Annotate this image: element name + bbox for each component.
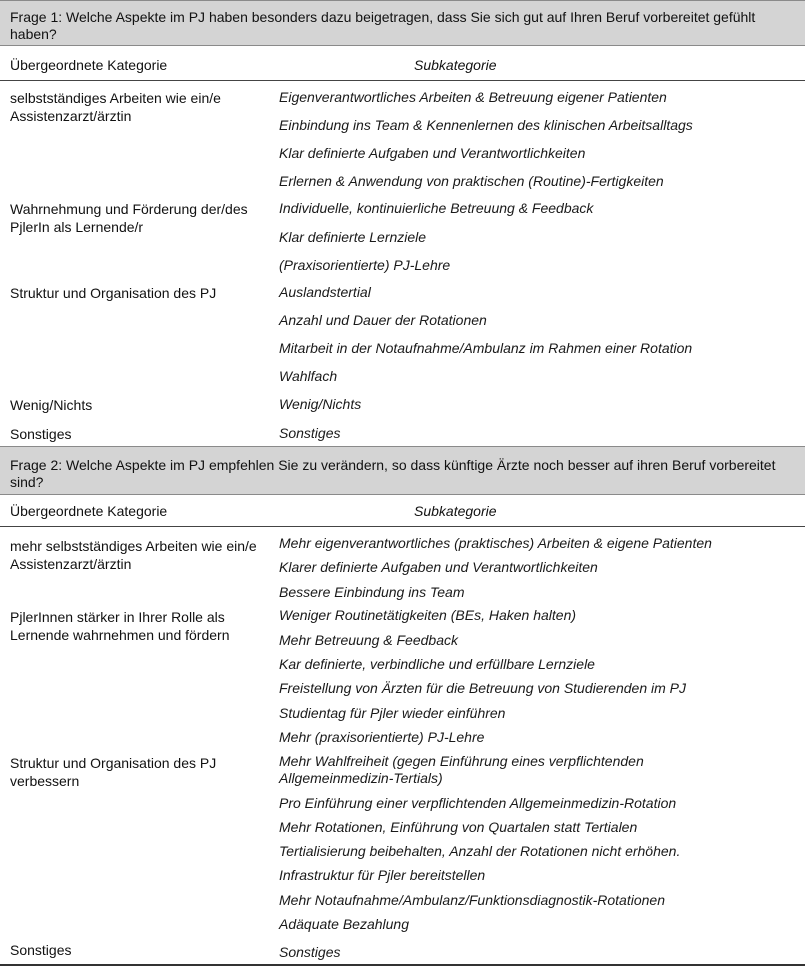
q1-subcategory: Sonstiges <box>279 425 341 441</box>
q1-subcategory: Einbindung ins Team & Kennenlernen des klinischen Arbeitsalltags <box>279 117 693 133</box>
q1-subcategory: Anzahl und Dauer der Rotationen <box>279 312 487 328</box>
q1-category: Struktur und Organisation des PJ <box>10 285 217 301</box>
q1-subcategory: Individuelle, kontinuierliche Betreuung & Feedback <box>279 200 594 216</box>
q2-subcategory: Mehr Wahlfreiheit (gegen Einführung eines verpflichtenden Allgemeinmedizin-Tertials) <box>279 753 644 786</box>
q1-category: selbstständiges Arbeiten wie ein/e Assistenzarzt/ärztin <box>10 90 221 124</box>
q1-subcategory: Klar definierte Aufgaben und Verantwortlichkeiten <box>279 145 586 161</box>
q2-subcategory: Infrastruktur für Pjler bereitstellen <box>279 867 486 883</box>
q1-category: Wenig/Nichts <box>10 397 93 413</box>
q2-category: mehr selbstständiges Arbeiten wie ein/e Assistenzarzt/ärztin <box>10 538 257 572</box>
q2-subcategory: Mehr eigenverantwortliches (praktisches) Arbeiten & eigene Patienten <box>279 535 712 551</box>
q2-subcategory: Kar definierte, verbindliche und erfüllbare Lernziele <box>279 656 595 672</box>
q2-subcategory: Pro Einführung einer verpflichtenden Allgemeinmedizin-Rotation <box>279 795 677 811</box>
question-1-bar <box>0 0 805 46</box>
q1-subcategory: Klar definierte Lernziele <box>279 229 427 245</box>
question-2-text: Frage 2: Welche Aspekte im PJ empfehlen Sie zu verändern, so dass künftige Ärzte noch besser auf ihren Beruf vorbereitet sind? <box>10 457 776 490</box>
q2-subcategory: Bessere Einbindung ins Team <box>279 584 465 600</box>
q1-subcategory: Mitarbeit in der Notaufnahme/Ambulanz im Rahmen einer Rotation <box>279 340 693 356</box>
q1-category: Sonstiges <box>10 426 72 442</box>
q2-subcategory: Mehr Rotationen, Einführung von Quartalen statt Tertialen <box>279 819 638 835</box>
q2-subcategory: Mehr Notaufnahme/Ambulanz/Funktionsdiagnostik-Rotationen <box>279 892 665 908</box>
q2-header-divider <box>0 526 805 527</box>
q2-header-category: Übergeordnete Kategorie <box>10 503 168 519</box>
question-1-text: Frage 1: Welche Aspekte im PJ haben besonders dazu beigetragen, dass Sie sich gut auf Ihren Beruf vorbereitet gefühlt haben? <box>10 9 756 42</box>
question-2-bar <box>0 446 805 495</box>
q2-subcategory: Mehr (praxisorientierte) PJ-Lehre <box>279 729 485 745</box>
q2-category: Struktur und Organisation des PJ verbessern <box>10 755 217 789</box>
q2-header-subcategory: Subkategorie <box>414 503 497 519</box>
q2-subcategory: Freistellung von Ärzten für die Betreuung von Studierenden im PJ <box>279 680 687 696</box>
q2-subcategory: Studientag für Pjler wieder einführen <box>279 705 506 721</box>
q1-subcategory: Wahlfach <box>279 368 338 384</box>
q2-subcategory: Klarer definierte Aufgaben und Verantwortlichkeiten <box>279 559 598 575</box>
q1-subcategory: Eigenverantwortliches Arbeiten & Betreuung eigener Patienten <box>279 89 667 105</box>
q1-header-category: Übergeordnete Kategorie <box>10 57 168 73</box>
q1-subcategory: Wenig/Nichts <box>279 396 362 412</box>
table-bottom-rule <box>0 964 805 966</box>
q2-subcategory: Sonstiges <box>279 944 341 960</box>
q1-header-subcategory: Subkategorie <box>414 57 497 73</box>
q1-category: Wahrnehmung und Förderung der/des PjlerIn als Lernende/r <box>10 201 248 235</box>
q2-category: PjlerInnen stärker in Ihrer Rolle als Lernende wahrnehmen und fördern <box>10 609 230 643</box>
q1-subcategory: Auslandstertial <box>279 284 371 300</box>
q2-subcategory: Mehr Betreuung & Feedback <box>279 632 458 648</box>
q1-subcategory: (Praxisorientierte) PJ-Lehre <box>279 257 451 273</box>
q2-subcategory: Tertialisierung beibehalten, Anzahl der Rotationen nicht erhöhen. <box>279 843 681 859</box>
q1-header-divider <box>0 80 805 81</box>
q2-subcategory: Weniger Routinetätigkeiten (BEs, Haken halten) <box>279 607 577 623</box>
q2-category: Sonstiges <box>10 942 72 958</box>
q2-subcategory: Adäquate Bezahlung <box>279 916 409 932</box>
q1-subcategory: Erlernen & Anwendung von praktischen (Routine)-Fertigkeiten <box>279 173 664 189</box>
